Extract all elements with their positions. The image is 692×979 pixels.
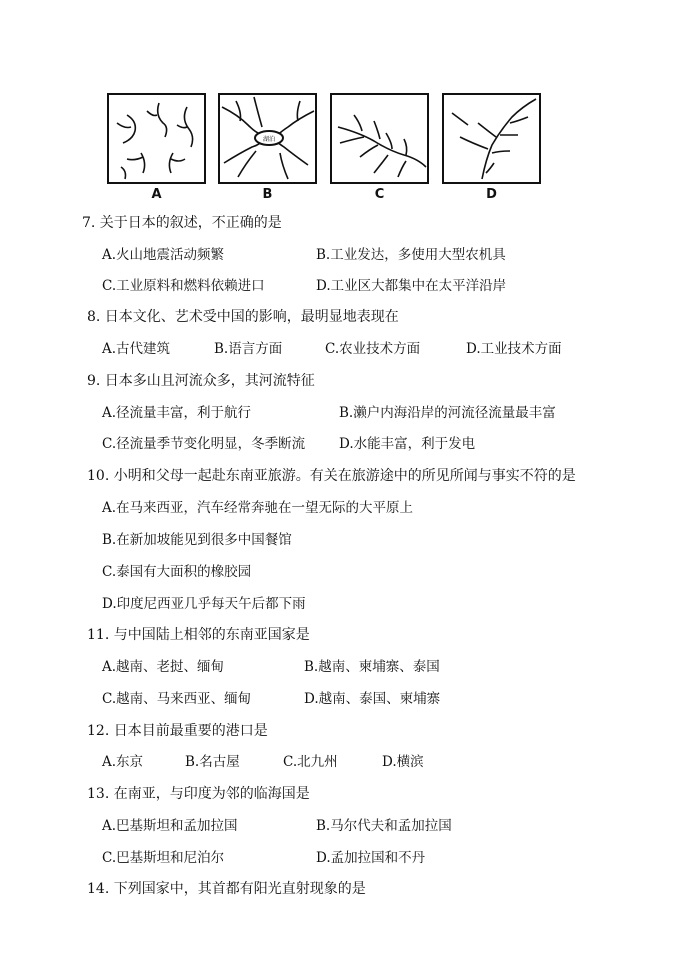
map-a-rivers (107, 93, 206, 184)
option: B.越南、柬埔寨、泰国 (304, 659, 440, 675)
question-stem: 7. 关于日本的叙述，不正确的是 (82, 215, 282, 231)
option: C.工业原料和燃料依赖进口 (102, 278, 265, 294)
option: B.语言方面 (214, 341, 283, 357)
map-d-label: D (486, 187, 497, 202)
option: C.越南、马来西亚、缅甸 (102, 691, 252, 707)
option: A.径流量丰富，利于航行 (102, 405, 252, 421)
option: B.在新加坡能见到很多中国餐馆 (102, 532, 292, 548)
option: C.泰国有大面积的橡胶园 (102, 564, 252, 580)
river-pattern-maps (107, 93, 547, 203)
option: B.濑户内海沿岸的河流径流量最丰富 (339, 405, 556, 421)
map-b-rivers (218, 93, 317, 184)
option: B.名古屋 (185, 754, 240, 770)
option: D.工业技术方面 (466, 341, 562, 357)
map-c (330, 93, 429, 202)
option: A.巴基斯坦和孟加拉国 (102, 818, 238, 834)
map-d (442, 93, 541, 202)
lake-label: 湖泊 (262, 136, 276, 143)
map-a (107, 93, 206, 202)
option: D.孟加拉国和不丹 (316, 850, 426, 866)
option: C.北九州 (283, 754, 338, 770)
option: A.古代建筑 (102, 341, 171, 357)
question-stem: 11. 与中国陆上相邻的东南亚国家是 (87, 627, 310, 643)
map-d-rivers (442, 93, 541, 184)
question-stem: 10. 小明和父母一起赴东南亚旅游。有关在旅游途中的所见所闻与事实不符的是 (87, 468, 576, 484)
option: D.越南、泰国、柬埔寨 (304, 691, 441, 707)
option: A.东京 (102, 754, 144, 770)
question-stem: 12. 日本目前最重要的港口是 (87, 723, 268, 739)
question-stem: 9. 日本多山且河流众多，其河流特征 (87, 373, 315, 389)
question-stem: 14. 下列国家中，其首都有阳光直射现象的是 (87, 881, 366, 897)
option: A.火山地震活动频繁 (102, 247, 225, 263)
option: B.马尔代夫和孟加拉国 (316, 818, 452, 834)
question-stem: 8. 日本文化、艺术受中国的影响，最明显地表现在 (87, 309, 399, 325)
map-b-label: B (262, 187, 273, 202)
option: C.农业技术方面 (325, 341, 421, 357)
map-a-label: A (151, 187, 162, 202)
option: D.印度尼西亚几乎每天午后都下雨 (102, 596, 306, 612)
option: A.越南、老挝、缅甸 (102, 659, 225, 675)
option: B.工业发达，多使用大型农机具 (316, 247, 506, 263)
option: D.水能丰富，利于发电 (339, 436, 476, 452)
option: D.横滨 (382, 754, 424, 770)
map-c-label: C (374, 187, 385, 202)
option: C.巴基斯坦和尼泊尔 (102, 850, 225, 866)
question-stem: 13. 在南亚，与印度为邻的临海国是 (87, 786, 310, 802)
option: C.径流量季节变化明显，冬季断流 (102, 436, 306, 452)
option: A.在马来西亚，汽车经常奔驰在一望无际的大平原上 (102, 500, 414, 516)
map-c-rivers (330, 93, 429, 184)
map-b (218, 93, 317, 202)
option: D.工业区大都集中在太平洋沿岸 (316, 278, 507, 294)
